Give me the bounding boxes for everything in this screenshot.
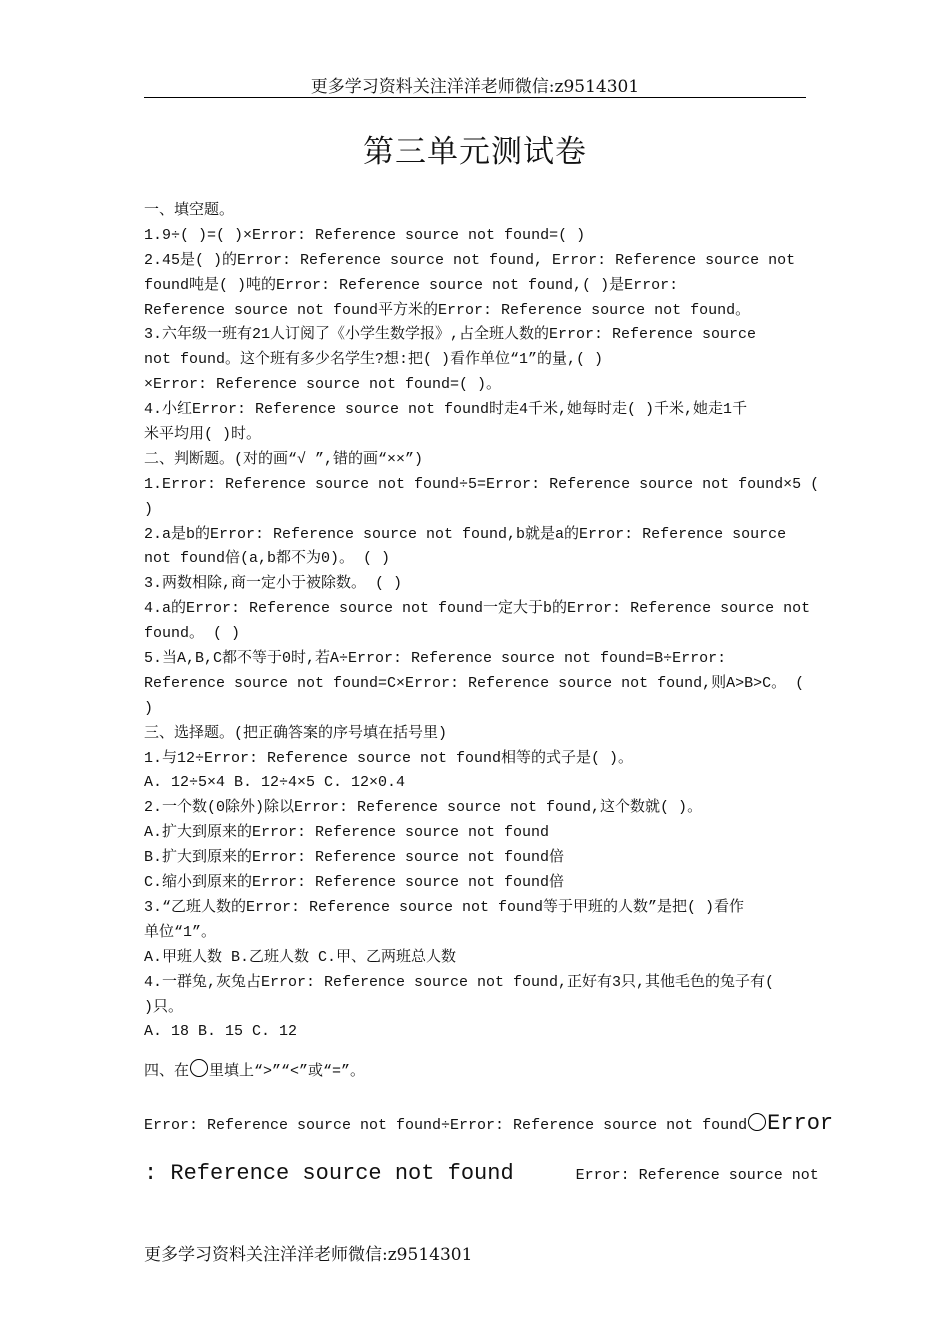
choice-q1: 1.与12÷Error: Reference source not found相等的式子是( )。 (144, 749, 634, 767)
spacer (144, 1045, 806, 1059)
document-body (144, 199, 834, 1192)
spacer (144, 1084, 806, 1106)
fill-q2-line3: Reference source not found平方米的Error: Reference source not found。 (144, 301, 751, 319)
compare-heading-before: 四、在 (144, 1063, 190, 1081)
choice-q3-line1: 3.“乙班人数的Error: Reference source not found等于甲班的人数”是把( )看作 (144, 898, 745, 916)
judge-q4-line2: found。 ( ) (144, 625, 241, 643)
section-heading-compare (144, 1059, 806, 1084)
judge-q2-line1: 2.a是b的Error: Reference source not found,b就是a的Error: Reference source (144, 525, 787, 543)
choice-q2: 2.一个数(0除外)除以Error: Reference source not found,这个数就( )。 (144, 799, 703, 817)
fill-q3-line3: ×Error: Reference source not found=( )。 (144, 376, 502, 394)
header-rule (144, 97, 806, 98)
page-title: 第三单元测试卷 (363, 134, 587, 170)
choice-q4-line2: )只。 (144, 998, 184, 1016)
choice-q1-options: A. 12÷5×4 B. 12÷4×5 C. 12×0.4 (144, 774, 406, 792)
section-heading-choice: 三、选择题。(把正确答案的序号填在括号里) (144, 724, 448, 742)
fill-q1: 1.9÷( )=( )×Error: Reference source not found=( ) (144, 226, 586, 244)
fill-q4-line1: 4.小红Error: Reference source not found时走4千米,她每时走( )千米,她走1千 (144, 401, 748, 419)
judge-q5-line3: ) (144, 699, 154, 717)
choice-q3-line2: 单位“1”。 (144, 923, 217, 941)
page-footer: 更多学习资料关注洋洋老师微信:z9514301 (144, 1245, 473, 1265)
compare-line2-small: Error: Reference source not (575, 1167, 819, 1185)
fill-q2-line1: 2.45是( )的Error: Reference source not found, Error: Reference source not (144, 251, 796, 269)
compare-left: Error: Reference source not found÷Error: Reference source not found (144, 1117, 748, 1135)
choice-q4-line1: 4.一群兔,灰兔占Error: Reference source not found,正好有3只,其他毛色的兔子有( (144, 973, 775, 991)
choice-q3-options: A.甲班人数 B.乙班人数 C.甲、乙两班总人数 (144, 948, 457, 966)
circle-icon (748, 1113, 766, 1131)
section-heading-fill: 一、填空题。 (144, 202, 235, 219)
circle-icon (190, 1059, 208, 1077)
judge-q5-line1: 5.当A,B,C都不等于0时,若A÷Error: Reference source not found=B÷Error: (144, 650, 727, 668)
fill-q3-line2: not found。这个班有多少名学生?想:把( )看作单位“1”的量,( ) (144, 351, 604, 369)
judge-q5-line2: Reference source not found=C×Error: Reference source not found,则A>B>C。 ( (144, 674, 805, 692)
page-header: 更多学习资料关注洋洋老师微信:z9514301 (310, 77, 640, 97)
compare-right: Error (767, 1111, 834, 1137)
spacer (144, 1142, 806, 1156)
compare-line2 (144, 1156, 819, 1192)
compare-heading-after: 里填上“>”“<”或“=”。 (209, 1063, 366, 1081)
fill-q3-line1: 3.六年级一班有21人订阅了《小学生数学报》,占全班人数的Error: Reference source (144, 326, 757, 344)
section-heading-judge: 二、判断题。(对的画“√ ”,错的画“××”) (144, 450, 424, 468)
choice-q2-option-b: B.扩大到原来的Error: Reference source not found倍 (144, 849, 565, 867)
judge-q3: 3.两数相除,商一定小于被除数。 ( ) (144, 575, 403, 593)
choice-q4-options: A. 18 B. 15 C. 12 (144, 1023, 298, 1041)
judge-q1-line1: 1.Error: Reference source not found÷5=Error: Reference source not found×5 ( (144, 475, 820, 493)
fill-q4-line2: 米平均用( )时。 (144, 426, 262, 444)
judge-q4-line1: 4.a的Error: Reference source not found一定大于b的Error: Reference source not (144, 600, 811, 618)
choice-q2-option-c: C.缩小到原来的Error: Reference source not found倍 (144, 874, 565, 892)
judge-q2-line2: not found倍(a,b都不为0)。 ( ) (144, 550, 391, 568)
compare-line1 (144, 1106, 834, 1142)
judge-q1-line2: ) (144, 500, 154, 518)
choice-q2-option-a: A.扩大到原来的Error: Reference source not found (144, 824, 550, 842)
compare-line2-big: : Reference source not found (144, 1161, 514, 1187)
fill-q2-line2: found吨是( )吨的Error: Reference source not found,( )是Error: (144, 276, 679, 294)
